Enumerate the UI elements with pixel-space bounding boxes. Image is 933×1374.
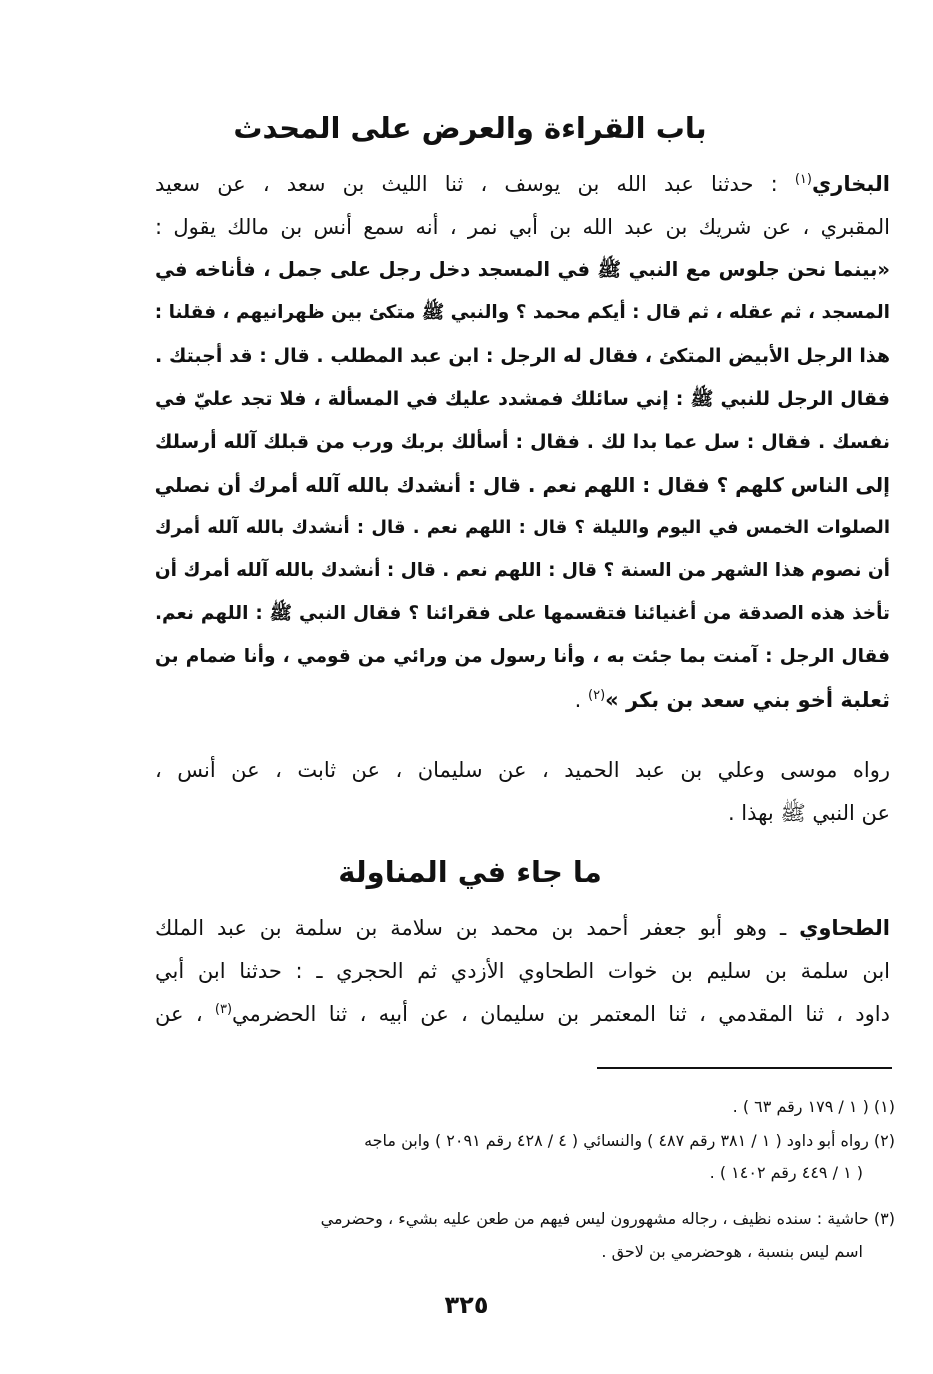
text-line: الصلوات الخمس في اليوم والليلة ؟ قال : اللهم نعم . قال : أنشدك بالله آلله أمرك	[155, 517, 890, 538]
footnote-2-cont	[150, 1159, 895, 1187]
text-line: تأخذ هذه الصدقة من أغنيائنا فتقسمها على فقرائنا ؟ فقال النبي ﷺ : اللهم نعم.	[155, 603, 890, 624]
text-span: .	[574, 688, 589, 712]
text-line	[155, 910, 890, 946]
footnote-1: (١) ( ١ / ١٧٩ رقم ٦٣ ) .	[732, 1097, 895, 1116]
footnote-ref[interactable]: (٢)	[588, 688, 606, 703]
text-line: عن النبي ﷺ بهذا .	[727, 801, 890, 825]
text-line: نفسك . فقال : سل عما بدا لك . فقال : أسألك بربك ورب من قبلك آلله أرسلك	[155, 431, 890, 453]
footnote-ref[interactable]: (١)	[794, 172, 812, 187]
text-line: المسجد ، ثم عقله ، ثم قال : أيكم محمد ؟ والنبي ﷺ متكئ بين ظهرانيهم ، فقلنا :	[154, 302, 890, 323]
narrator-name: الطحاوي	[799, 916, 890, 940]
text-line	[155, 682, 890, 718]
page-number: ٣٢٥	[444, 1291, 489, 1319]
text-line: «بينما نحن جلوس مع النبي ﷺ في المسجد دخل رجل على جمل ، فأناخه في	[155, 258, 890, 281]
text-span: داود ، ثنا المقدمي ، ثنا المعتمر بن سليمان ، عن أبيه ، ثنا الحضرمي	[232, 1002, 890, 1026]
text-line: ابن سلمة بن سليم بن خوات الطحاوي الأزدي ثم الحجري ـ : حدثنا ابن أبي	[155, 959, 890, 983]
chapter-heading-munawala: ما جاء في المناولة	[338, 855, 602, 889]
text-span: ثعلبة أخو بني سعد بن بكر »	[605, 688, 890, 712]
text-span: ـ وهو أبو جعفر أحمد بن محمد بن سلامة بن سلمة بن عبد الملك	[155, 916, 800, 940]
text-line	[155, 166, 890, 202]
text-line: فقال الرجل للنبي ﷺ : إني سائلك فمشدد عليك في المسألة ، فلا تجد عليّ في	[155, 388, 890, 410]
text-line: المقبري ، عن شريك بن عبد الله بن أبي نمر ، أنه سمع أنس بن مالك يقول :	[155, 215, 890, 239]
text-span: ( ١ / ٤٤٩ رقم ١٤٠٢ ) .	[709, 1163, 863, 1182]
footnote-ref[interactable]: (٣)	[214, 1002, 233, 1017]
text-line	[155, 996, 890, 1032]
narrator-name: البخاري	[811, 172, 890, 196]
text-span: ، عن	[155, 1002, 215, 1026]
footnote-2: (٢) رواه أبو داود ( ١ / ٣٨١ رقم ٤٨٧ ) والنسائي ( ٤ / ٤٢٨ رقم ٢٠٩١ ) وابن ماجه	[364, 1131, 895, 1150]
text-line: رواه موسى وعلي بن عبد الحميد ، عن سليمان ، عن ثابت ، عن أنس ،	[155, 758, 890, 782]
footnote-3-cont	[150, 1238, 895, 1266]
footnote-3: (٣) حاشية : سنده نظيف ، رجاله مشهورون ليس فيهم من طعن عليه بشيء ، وحضرمي	[320, 1209, 895, 1228]
chapter-heading-reading: باب القراءة والعرض على المحدث	[233, 111, 707, 145]
text-line: هذا الرجل الأبيض المتكئ ، فقال له الرجل : ابن عبد المطلب . قال : قد أجبتك .	[155, 345, 890, 367]
text-span: : حدثنا عبد الله بن يوسف ، ثنا الليث بن سعد ، عن سعيد	[155, 172, 795, 196]
text-span: اسم ليس بنسبة ، هوحضرمي بن لاحق .	[601, 1242, 863, 1261]
text-line: فقال الرجل : آمنت بما جئت به ، وأنا رسول من ورائي من قومي ، وأنا ضمام بن	[155, 646, 890, 667]
text-line: إلى الناس كلهم ؟ فقال : اللهم نعم . قال : أنشدك بالله آلله أمرك أن نصلي	[154, 473, 890, 497]
footnote-divider	[597, 1067, 892, 1069]
text-line: أن نصوم هذا الشهر من السنة ؟ قال : اللهم نعم . قال : أنشدك بالله آلله أمرك أن	[154, 560, 890, 581]
